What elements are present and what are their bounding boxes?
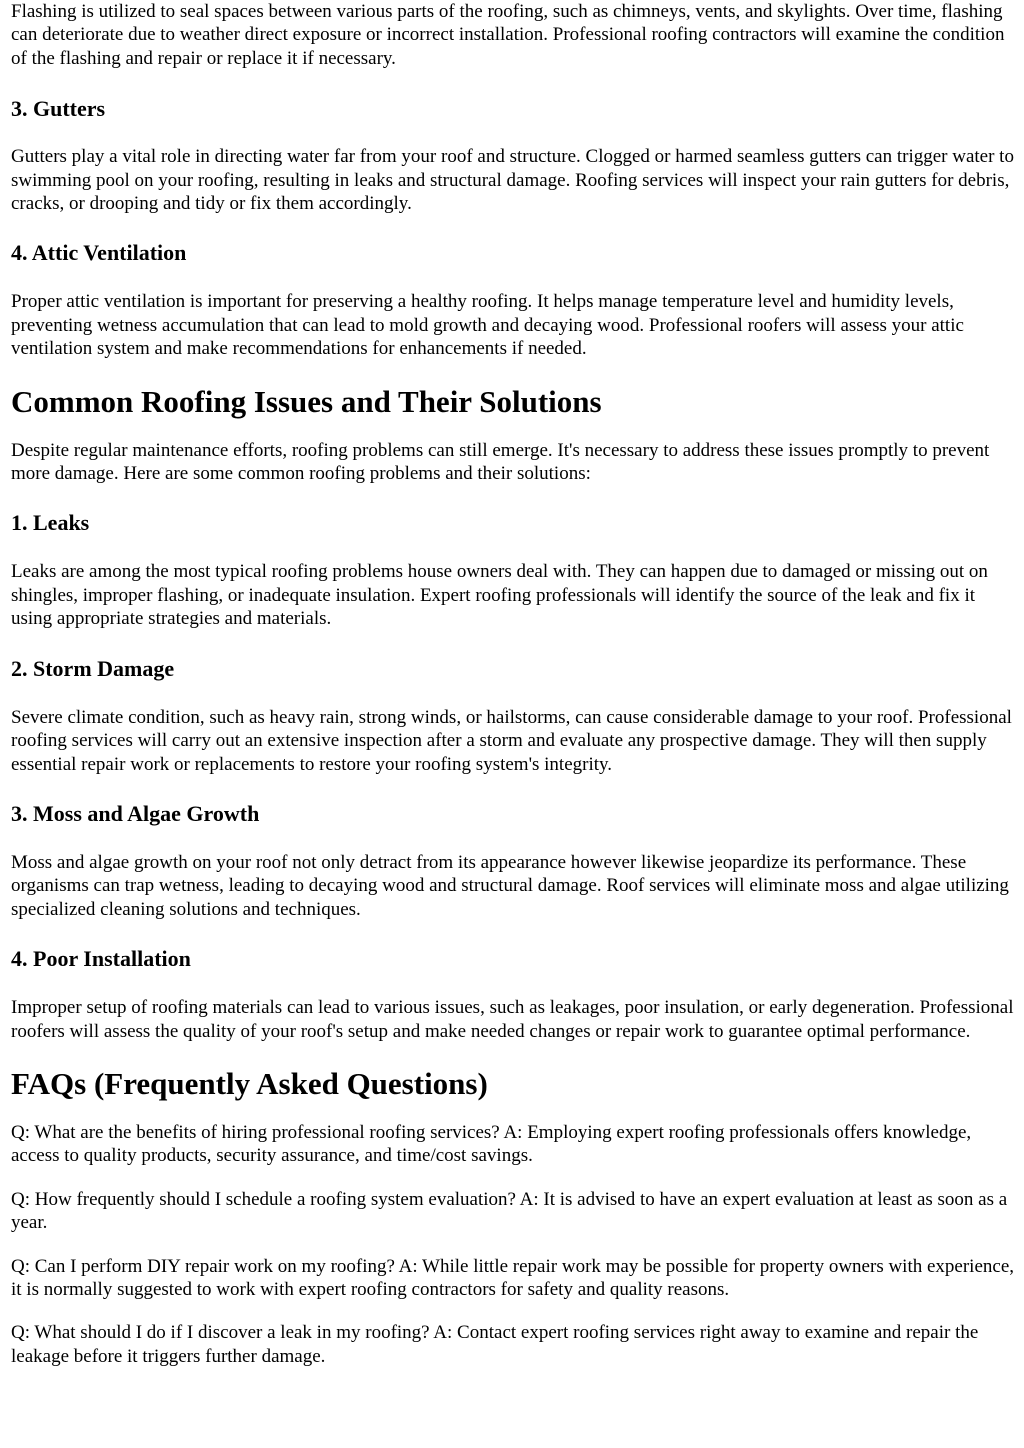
leaks-paragraph: Leaks are among the most typical roofing problems house owners deal with. They can happen due to damaged or missing out on shingles, improper flashing, or inadequate insulation. Expert roofing professionals will identify the source of the leak and fix it using appropriate strategies and materials. [11,561,988,630]
moss-algae-heading: 3. Moss and Algae Growth [11,800,260,826]
poor-installation-paragraph: Improper setup of roofing materials can lead to various issues, such as leakages, poor insulation, or early degeneration. Professional roofers will assess the quality of your roof's setup and make needed changes or repair work to guarantee optimal performance. [11,997,1014,1042]
faq-item: Q: How frequently should I schedule a roofing system evaluation? A: It is advised to have an expert evaluation at least as soon as a year. [11,1188,1008,1234]
common-issues-intro: Despite regular maintenance efforts, roofing problems can still emerge. It's necessary to address these issues promptly to prevent more damage. Here are some common roofing problems and their solutions: [11,439,990,485]
attic-ventilation-heading: 4. Attic Ventilation [11,240,187,266]
storm-damage-heading: 2. Storm Damage [11,655,175,681]
storm-damage-paragraph: Severe climate condition, such as heavy rain, strong winds, or hailstorms, can cause considerable damage to your roof. Professional roofing services will carry out an extensive inspection after a storm and evaluate any prospective damage. They will then supply essential repair work or replacements to restore your roofing system's integrity. [11,706,1012,775]
flashing-paragraph: Flashing is utilized to seal spaces between various parts of the roofing, such as chimneys, vents, and skylights. Over time, flashing can deteriorate due to weather direct exposure or incorrect installation. Professional roofing contractors will examine the condition of the flashing and repair or replace it if necessary. [11,1,1005,69]
common-issues-heading: Common Roofing Issues and Their Solutions [11,383,602,419]
faq-item: Q: What should I do if I discover a leak in my roofing? A: Contact expert roofing services right away to examine and repair the leakage before it triggers further damage. [11,1322,979,1367]
gutters-heading: 3. Gutters [11,96,106,122]
faq-item: Q: Can I perform DIY repair work on my roofing? A: While little repair work may be possible for property owners with experience, it is normally suggested to work with expert roofing contractors for safety and quality reasons. [11,1255,1015,1300]
leaks-heading: 1. Leaks [11,510,90,536]
poor-installation-heading: 4. Poor Installation [11,946,191,972]
faq-item: Q: What are the benefits of hiring professional roofing services? A: Employing expert roofing professionals offers knowledge, access to quality products, security assurance, and time/cost savings. [11,1121,972,1167]
moss-algae-paragraph: Moss and algae growth on your roof not only detract from its appearance however likewise jeopardize its performance. These organisms can trap wetness, leading to decaying wood and structural damage. Roof services will eliminate moss and algae utilizing specialized cleaning solutions and techniques. [11,851,1009,920]
faq-heading: FAQs (Frequently Asked Questions) [11,1065,488,1101]
attic-ventilation-paragraph: Proper attic ventilation is important for preserving a healthy roofing. It helps manage temperature level and humidity levels, preventing wetness accumulation that can lead to mold growth and decaying wood. Professional roofers will assess your attic ventilation system and make recommendations for enhancements if needed. [11,291,964,360]
gutters-paragraph: Gutters play a vital role in directing water far from your roof and structure. Clogged or harmed seamless gutters can trigger water to swimming pool on your roofing, resulting in leaks and structural damage. Roofing services will inspect your rain gutters for debris, cracks, or drooping and tidy or fix them accordingly. [11,146,1014,215]
